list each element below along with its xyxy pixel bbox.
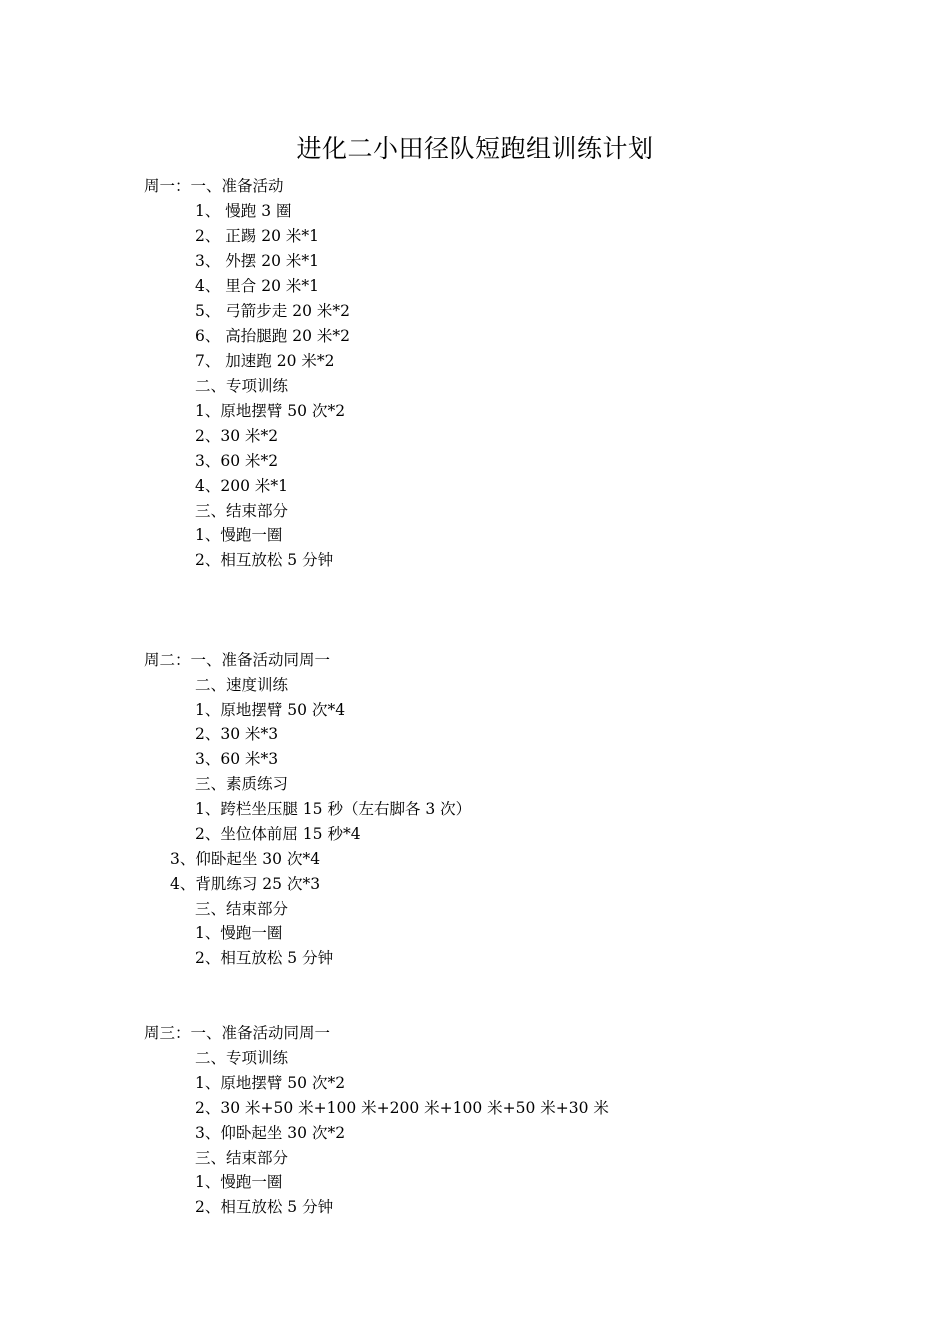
monday-item: 1、 慢跑 3 圈: [195, 202, 292, 220]
tuesday-item: 4、背肌练习 25 次*3: [170, 875, 321, 893]
tuesday-subheading: 三、素质练习: [195, 775, 289, 793]
wednesday-item: 2、30 米+50 米+100 米+200 米+100 米+50 米+30 米: [195, 1099, 609, 1117]
monday-subheading: 二、专项训练: [195, 377, 289, 395]
tuesday-item: 1、原地摆臂 50 次*4: [195, 701, 346, 719]
wednesday-item: 1、慢跑一圈: [195, 1173, 283, 1191]
monday-item: 3、60 米*2: [195, 452, 279, 470]
tuesday-item: 2、坐位体前屈 15 秒*4: [195, 825, 361, 843]
wednesday-heading: 周三：一、准备活动同周一: [144, 1024, 331, 1042]
wednesday-subheading: 二、专项训练: [195, 1049, 289, 1067]
monday-item: 1、慢跑一圈: [195, 526, 283, 544]
monday-item: 3、 外摆 20 米*1: [195, 252, 319, 270]
monday-item: 4、 里合 20 米*1: [195, 277, 319, 295]
monday-item: 2、30 米*2: [195, 427, 279, 445]
tuesday-item: 3、仰卧起坐 30 次*4: [170, 850, 321, 868]
monday-item: 7、 加速跑 20 米*2: [195, 352, 335, 370]
tuesday-item: 1、慢跑一圈: [195, 924, 283, 942]
monday-heading: 周一：一、准备活动: [144, 177, 284, 195]
tuesday-item: 1、跨栏坐压腿 15 秒（左右脚各 3 次）: [195, 800, 472, 818]
monday-item: 2、 正踢 20 米*1: [195, 227, 319, 245]
tuesday-subheading: 三、结束部分: [195, 900, 289, 918]
monday-item: 6、 高抬腿跑 20 米*2: [195, 327, 350, 345]
tuesday-item: 3、60 米*3: [195, 750, 279, 768]
wednesday-item: 2、相互放松 5 分钟: [195, 1198, 334, 1216]
monday-item: 5、 弓箭步走 20 米*2: [195, 302, 350, 320]
tuesday-subheading: 二、速度训练: [195, 676, 289, 694]
wednesday-item: 1、原地摆臂 50 次*2: [195, 1074, 346, 1092]
tuesday-item: 2、30 米*3: [195, 725, 279, 743]
monday-subheading: 三、结束部分: [195, 502, 289, 520]
monday-item: 2、相互放松 5 分钟: [195, 551, 334, 569]
tuesday-item: 2、相互放松 5 分钟: [195, 949, 334, 967]
monday-item: 4、200 米*1: [195, 477, 288, 495]
wednesday-subheading: 三、结束部分: [195, 1149, 289, 1167]
document-title: 进化二小田径队短跑组训练计划: [296, 134, 654, 163]
tuesday-heading: 周二：一、准备活动同周一: [144, 651, 331, 669]
wednesday-item: 3、仰卧起坐 30 次*2: [195, 1124, 346, 1142]
monday-item: 1、原地摆臂 50 次*2: [195, 402, 346, 420]
